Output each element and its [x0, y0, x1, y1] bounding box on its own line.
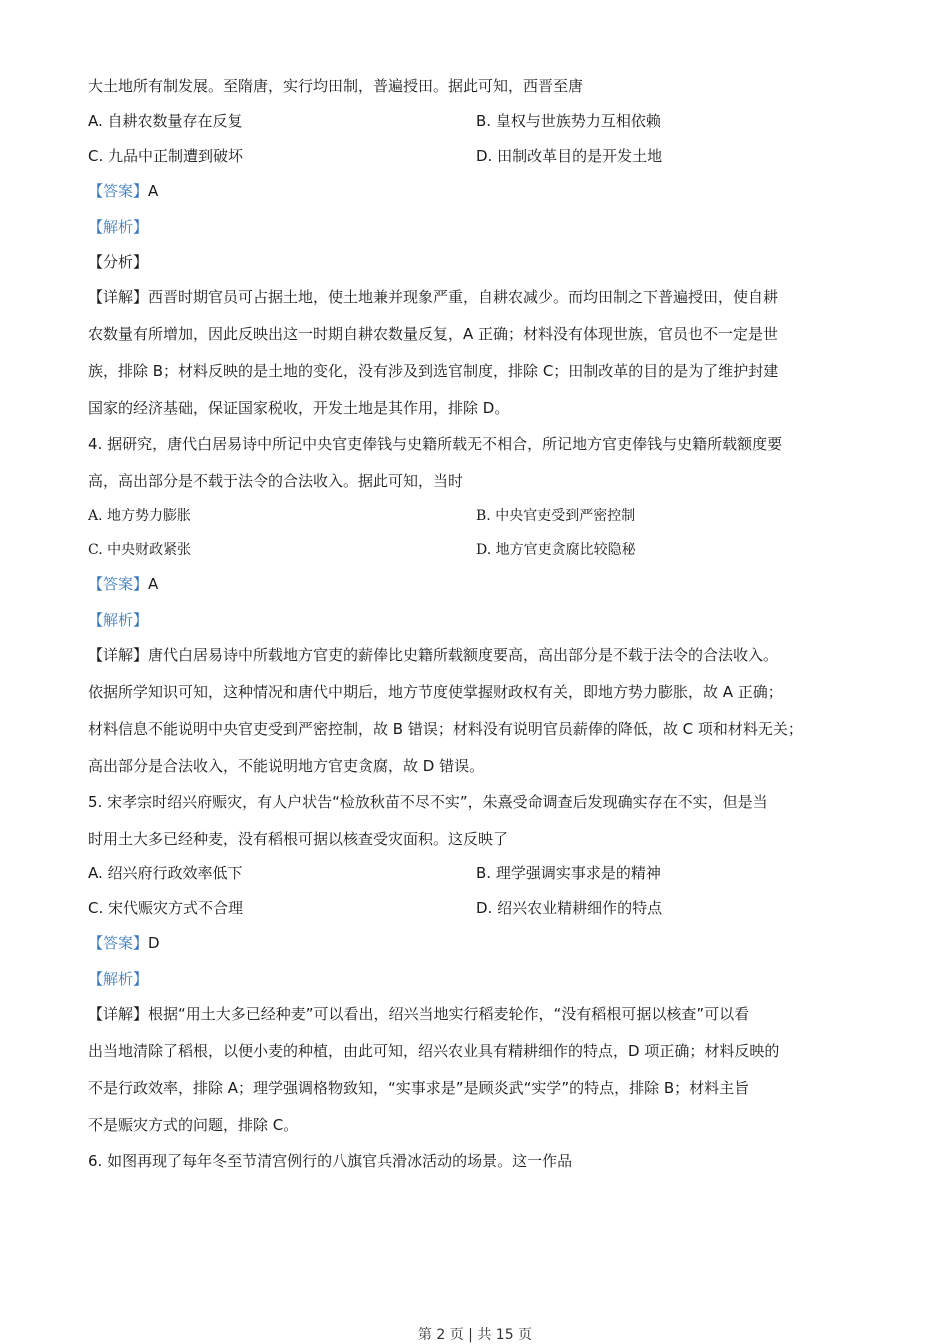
q3-detail-line-2: 农数量有所增加，因此反映出这一时期自耕农数量反复，A 正确；材料没有体现世族，官员也不一定是世 [88, 325, 779, 343]
answer-label: 【答案】 [88, 575, 149, 593]
q3-detail-line-1 [88, 287, 778, 307]
q6-stem: 6. 如图再现了每年冬至节清宫例行的八旗官兵滑冰活动的场景。这一作品 [88, 1152, 573, 1170]
q5-detail-line-4: 不是赈灾方式的问题，排除 C。 [88, 1116, 299, 1134]
q4-answer [88, 574, 158, 594]
q5-option-a: A. 绍兴府行政效率低下 [88, 864, 243, 882]
q3-option-d: D. 田制改革目的是开发土地 [476, 147, 663, 165]
q3-detail-line-4: 国家的经济基础，保证国家税收，开发土地是其作用，排除 D。 [88, 399, 510, 417]
page-footer: 第 2 页 | 共 15 页 [417, 1327, 533, 1343]
q3-stem-tail: 大土地所有制发展。至隋唐，实行均田制，普遍授田。据此可知，西晋至唐 [88, 77, 584, 95]
q3-fenxi-label: 【分析】 [88, 253, 149, 271]
q5-analysis-label: 【解析】 [88, 970, 149, 988]
answer-label: 【答案】 [88, 934, 149, 952]
q5-stem-line-1: 5. 宋孝宗时绍兴府赈灾，有人户状告“检放秋苗不尽不实”，朱熹受命调查后发现确实存在不实，但是当 [88, 793, 768, 811]
q4-option-c: C. 中央财政紧张 [88, 542, 192, 558]
q5-option-c: C. 宋代赈灾方式不合理 [88, 899, 244, 917]
detail-text: 西晋时期官员可占据土地，使土地兼并现象严重，自耕农减少。而均田制之下普遍授田，使自耕 [148, 288, 779, 306]
q5-option-b: B. 理学强调实事求是的精神 [476, 864, 661, 882]
detail-label: 【详解】 [88, 1005, 149, 1023]
q5-option-d: D. 绍兴农业精耕细作的特点 [476, 899, 663, 917]
detail-label: 【详解】 [88, 646, 149, 664]
q4-detail-line-2: 依据所学知识可知，这种情况和唐代中期后，地方节度使掌握财政权有关，即地方势力膨胀，故 A 正确； [88, 683, 783, 701]
answer-value: A [148, 182, 159, 200]
detail-text: 唐代白居易诗中所载地方官吏的薪俸比史籍所载额度要高，高出部分是不载于法令的合法收入。 [148, 646, 779, 664]
q3-detail-line-3: 族，排除 B；材料反映的是土地的变化，没有涉及到选官制度，排除 C；田制改革的目的是为了维护封建 [88, 362, 779, 380]
q4-analysis-label: 【解析】 [88, 611, 149, 629]
q5-detail-line-1 [88, 1004, 749, 1024]
q3-option-a: A. 自耕农数量存在反复 [88, 112, 243, 130]
q4-detail-line-3: 材料信息不能说明中央官吏受到严密控制，故 B 错误；材料没有说明官员薪俸的降低，故 C 项和材料无关； [88, 720, 803, 738]
answer-label: 【答案】 [88, 182, 149, 200]
q4-option-d: D. 地方官吏贪腐比较隐秘 [476, 542, 636, 558]
answer-value: A [148, 575, 159, 593]
q3-option-c: C. 九品中正制遭到破坏 [88, 147, 244, 165]
detail-label: 【详解】 [88, 288, 149, 306]
detail-text: 根据“用土大多已经种麦”可以看出，绍兴当地实行稻麦轮作，“没有稻根可据以核查”可以看 [148, 1005, 750, 1023]
q5-detail-line-2: 出当地清除了稻根，以便小麦的种植，由此可知，绍兴农业具有精耕细作的特点，D 项正确；材料反映的 [88, 1042, 780, 1060]
q5-detail-line-3: 不是行政效率，排除 A；理学强调格物致知，“实事求是”是顾炎武“实学”的特点，排除 B；材料主旨 [88, 1079, 750, 1097]
answer-value: D [148, 934, 160, 952]
q4-option-a: A. 地方势力膨胀 [88, 508, 192, 524]
q3-answer [88, 181, 158, 201]
q5-stem-line-2: 时用土大多已经种麦，没有稻根可据以核查受灾面积。这反映了 [88, 830, 509, 848]
q3-option-b: B. 皇权与世族势力互相依赖 [476, 112, 661, 130]
q4-stem-line-2: 高，高出部分是不载于法令的合法收入。据此可知，当时 [88, 472, 464, 490]
q4-option-b: B. 中央官吏受到严密控制 [476, 508, 636, 524]
q5-answer [88, 933, 160, 953]
q3-analysis-label: 【解析】 [88, 218, 149, 236]
q4-stem-line-1: 4. 据研究，唐代白居易诗中所记中央官吏俸钱与史籍所载无不相合，所记地方官吏俸钱与史籍所载额度要 [88, 435, 783, 453]
q4-detail-line-4: 高出部分是合法收入，不能说明地方官吏贪腐，故 D 错误。 [88, 757, 485, 775]
q4-detail-line-1 [88, 645, 778, 665]
